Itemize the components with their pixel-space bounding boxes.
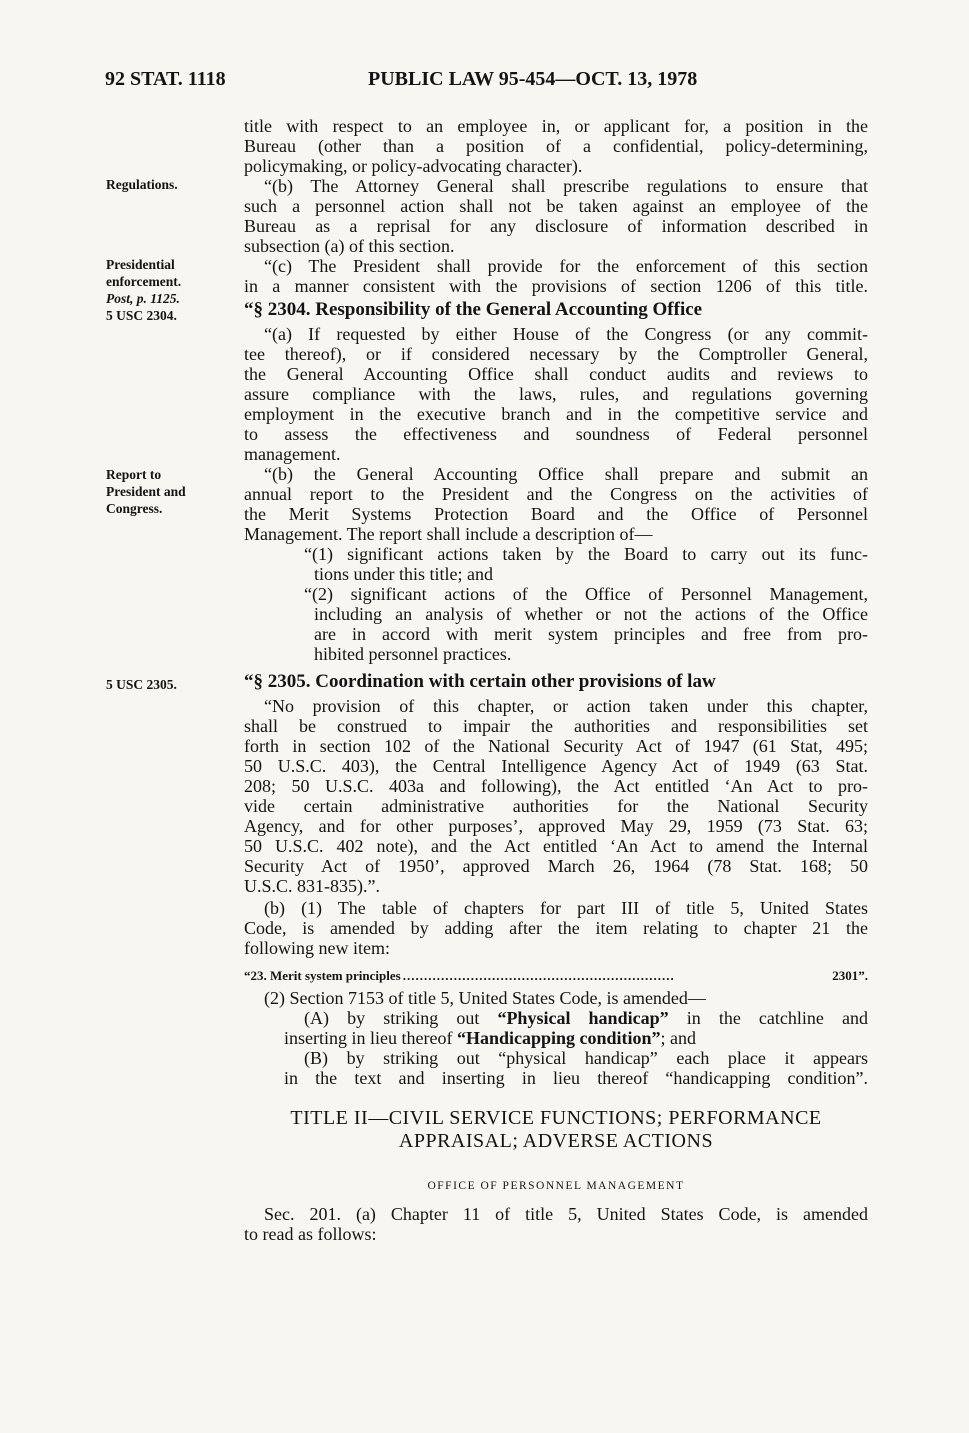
body-line: tee thereof), or if considered necessary by the Comptroller General, [244,344,868,364]
body-line: management. [244,444,341,464]
body-line: tions under this title; and [314,564,493,584]
body-line: 208; 50 U.S.C. 403a and following), the Act entitled ‘An Act to pro- [244,776,868,796]
bold-text-run: “Handicapping condition” [456,1028,661,1048]
toc-leader-dots: ................................................................ [402,968,675,983]
margin-note-line: President and [106,484,186,499]
body-line: in a manner consistent with the provisions of section 1206 of this title. [244,276,868,296]
body-line: Security Act of 1950’, approved March 26, 1964 (78 Stat. 168; 50 [244,856,868,876]
body-line [304,1008,868,1028]
body-line: to assess the effectiveness and soundness of Federal personnel [244,424,868,444]
section-heading-2305: “§ 2305. Coordination with certain other provisions of law [244,671,716,692]
body-line: 50 U.S.C. 403), the Central Intelligence Agency Act of 1949 (63 Stat. [244,756,868,776]
body-line: including an analysis of whether or not the actions of the Office [314,604,868,624]
body-line: in the text and inserting in lieu thereof “handicapping condition”. [284,1068,868,1088]
text-run: inserting in lieu thereof [284,1028,457,1048]
body-line: Bureau as a reprisal for any disclosure of information described in [244,216,868,236]
body-line: forth in section 102 of the National Security Act of 1947 (61 Stat, 495; [244,736,868,756]
text-run: in the catchline and [668,1008,868,1028]
body-line: subsection (a) of this section. [244,236,455,256]
body-line: are in accord with merit system principles and free from pro- [314,624,868,644]
toc-item-page: 2301”. [832,968,868,983]
body-line: title with respect to an employee in, or applicant for, a position in the [244,116,868,136]
body-line: vide certain administrative authorities for the National Security [244,796,868,816]
margin-note-line: Congress. [106,501,163,516]
body-line: the General Accounting Office shall conduct audits and reviews to [244,364,868,384]
margin-note-line: 5 USC 2304. [106,308,177,323]
margin-note-usc2305: 5 USC 2305. [106,677,177,692]
body-line: (B) by striking out “physical handicap” each place it appears [304,1048,868,1068]
body-line: shall be construed to impair the authorities and responsibilities set [244,716,868,736]
body-line: (2) Section 7153 of title 5, United States Code, is amended— [264,988,706,1008]
body-line: Code, is amended by adding after the item relating to chapter 21 the [244,918,868,938]
title-heading-line-2: APPRAISAL; ADVERSE ACTIONS [398,1130,714,1152]
body-line: (b) (1) The table of chapters for part III of title 5, United States [264,898,868,918]
section-heading-2304: “§ 2304. Responsibility of the General Accounting Office [244,299,703,320]
body-line: employment in the executive branch and in the competitive service and [244,404,868,424]
body-line: “(a) If requested by either House of the Congress (or any commit- [264,324,868,344]
body-line: policymaking, or policy-advocating character). [244,156,583,176]
body-line: “(b) The Attorney General shall prescribe regulations to ensure that [264,176,868,196]
margin-note-line: Post, p. 1125. [106,291,180,306]
page-stat-number: 92 STAT. 1118 [105,68,226,90]
toc-item-label: “23. Merit system principles [244,968,401,983]
body-line: Sec. 201. (a) Chapter 11 of title 5, United States Code, is amended [264,1204,868,1224]
body-line: to read as follows: [244,1224,377,1244]
body-line: assure compliance with the laws, rules, and regulations governing [244,384,868,404]
body-line: Management. The report shall include a description of— [244,524,653,544]
margin-note-line: Presidential [106,257,175,272]
text-run: (A) by striking out [304,1008,498,1028]
body-line: Agency, and for other purposes’, approved May 29, 1959 (73 Stat. 63; [244,816,868,836]
margin-note-report [106,466,236,517]
body-line: the Merit Systems Protection Board and the Office of Personnel [244,504,868,524]
margin-note-line: Report to [106,467,162,482]
body-line: 50 U.S.C. 402 note), and the Act entitled ‘An Act to amend the Internal [244,836,868,856]
margin-note-line: enforcement. [106,274,182,289]
body-line: hibited personnel practices. [314,644,512,664]
title-heading-line-1: TITLE II—CIVIL SERVICE FUNCTIONS; PERFORMANCE [290,1107,822,1129]
body-line: annual report to the President and the Congress on the activities of [244,484,868,504]
body-line: “(1) significant actions taken by the Board to carry out its func- [304,544,868,564]
bold-text-run: “Physical handicap” [497,1008,669,1028]
body-line: “No provision of this chapter, or action taken under this chapter, [264,696,868,716]
text-run: ; and [660,1028,697,1048]
margin-note-presidential [106,256,236,324]
margin-note-regulations: Regulations. [106,177,178,192]
body-line [284,1028,868,1048]
body-line: “(b) the General Accounting Office shall prepare and submit an [264,464,868,484]
body-line: U.S.C. 831-835).”. [244,876,380,896]
running-header: PUBLIC LAW 95-454—OCT. 13, 1978 [368,68,698,90]
body-line: “(2) significant actions of the Office of Personnel Management, [304,584,868,604]
table-of-chapters-item [244,966,868,986]
body-line: such a personnel action shall not be taken against an employee of the [244,196,868,216]
body-line: following new item: [244,938,390,958]
body-line: “(c) The President shall provide for the enforcement of this section [264,256,868,276]
body-line: Bureau (other than a position of a confidential, policy-determining, [244,136,868,156]
office-heading: OFFICE OF PERSONNEL MANAGEMENT [427,1180,685,1192]
